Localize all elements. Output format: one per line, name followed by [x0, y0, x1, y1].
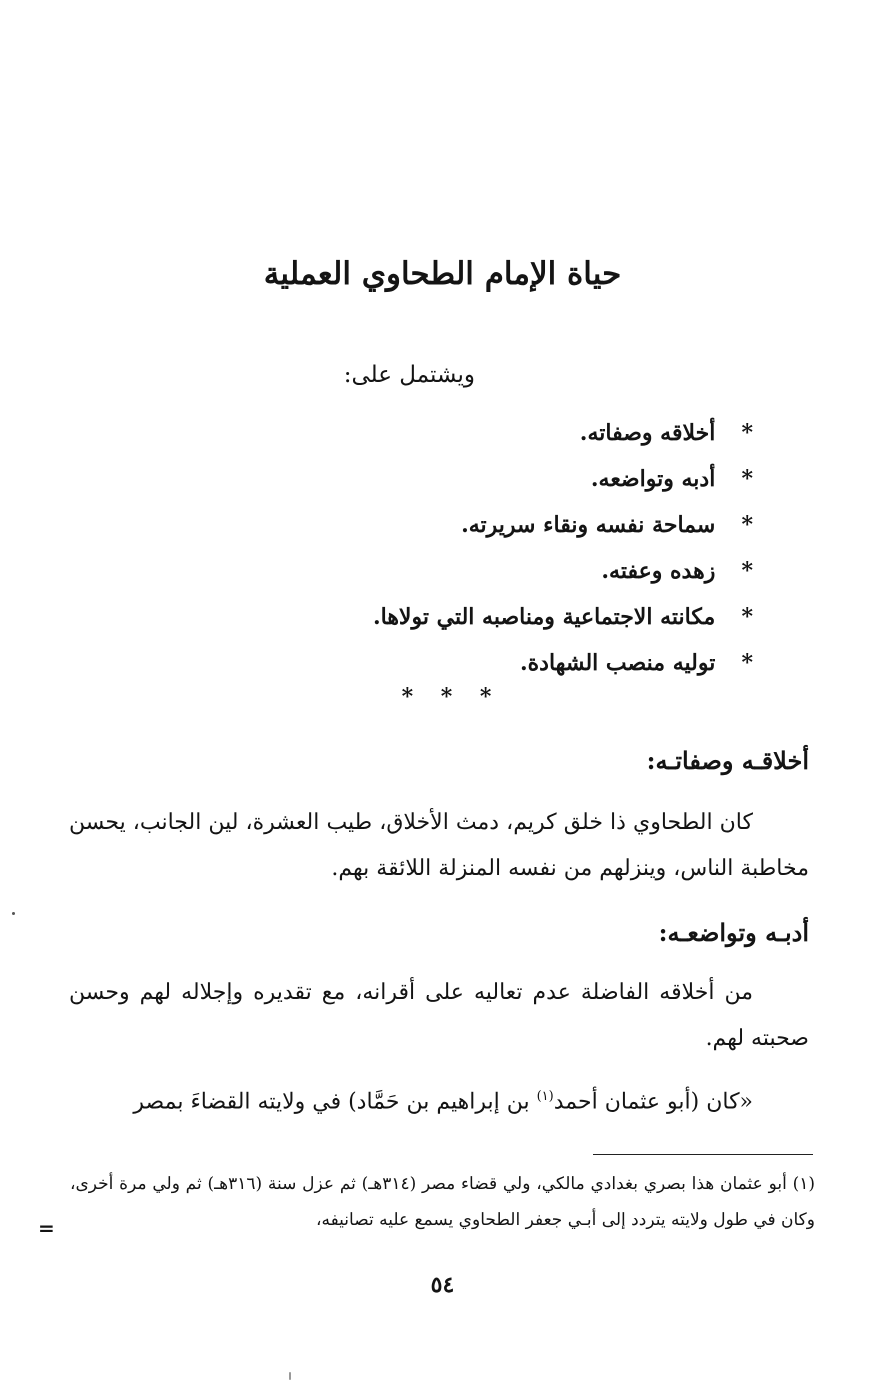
footnote: (١) أبو عثمان هذا بصري بغدادي مالكي، ولي قضاء مصر (٣١٤هـ) ثم عزل سنة (٣١٦هـ) ثم ولي مرة أخرى، وكان في طول ولايته يتردد إلى أبـي جعفر الطحاوي يسمع عليه تصانيفه، — [70, 1174, 816, 1230]
continuation-mark: = — [38, 1216, 55, 1240]
topics-list — [373, 410, 753, 686]
scan-speck — [12, 912, 15, 915]
list-item — [373, 502, 753, 548]
intro-text: ويشتمل على: — [343, 362, 475, 388]
paragraph-modesty: من أخلاقه الفاضلة عدم تعاليه على أقرانه، مع تقديره وإجلاله لهم وحسن صحبته لهم. — [69, 980, 809, 1051]
list-item-label: زهده وعفته. — [601, 558, 716, 584]
list-item-label: أدبه وتواضعه. — [590, 466, 716, 492]
section-heading-manners: أخلاقـه وصفاتـه: — [646, 746, 809, 775]
bullet-icon: * — [741, 512, 753, 538]
bullet-icon: * — [741, 604, 753, 630]
page-number: ٥٤ — [430, 1272, 455, 1298]
list-item — [373, 456, 753, 502]
list-item — [373, 594, 753, 640]
section-heading-modesty: أدبـه وتواضعـه: — [658, 918, 809, 947]
page-title: حياة الإمام الطحاوي العملية — [263, 256, 622, 292]
bullet-icon: * — [741, 558, 753, 584]
section-divider: * * * — [401, 684, 502, 710]
bullet-icon: * — [741, 466, 753, 492]
list-item — [373, 548, 753, 594]
quote-text-start: «كان (أبو عثمان أحمد — [553, 1089, 753, 1115]
list-item — [373, 640, 753, 686]
footnote-reference[interactable]: (١) — [536, 1089, 554, 1104]
paragraph-manners: كان الطحاوي ذا خلق كريم، دمث الأخلاق، طيب العشرة، لين الجانب، يحسن مخاطبة الناس، وينزلهم من نفسه المنزلة اللائقة بهم. — [69, 810, 809, 881]
list-item-label: أخلاقه وصفاته. — [579, 420, 716, 446]
list-item-label: مكانته الاجتماعية ومناصبه التي تولاها. — [372, 604, 716, 630]
bullet-icon: * — [741, 650, 753, 676]
quote-paragraph — [69, 1074, 809, 1125]
scan-speck — [289, 1372, 291, 1380]
footnote-separator — [593, 1154, 813, 1155]
list-item — [373, 410, 753, 456]
bullet-icon: * — [741, 420, 753, 446]
list-item-label: توليه منصب الشهادة. — [520, 650, 716, 676]
list-item-label: سماحة نفسه ونقاء سريرته. — [461, 512, 716, 538]
quote-text-end: بن إبراهيم بن حَمَّاد) في ولايته القضاءَ بمصر — [133, 1089, 537, 1115]
